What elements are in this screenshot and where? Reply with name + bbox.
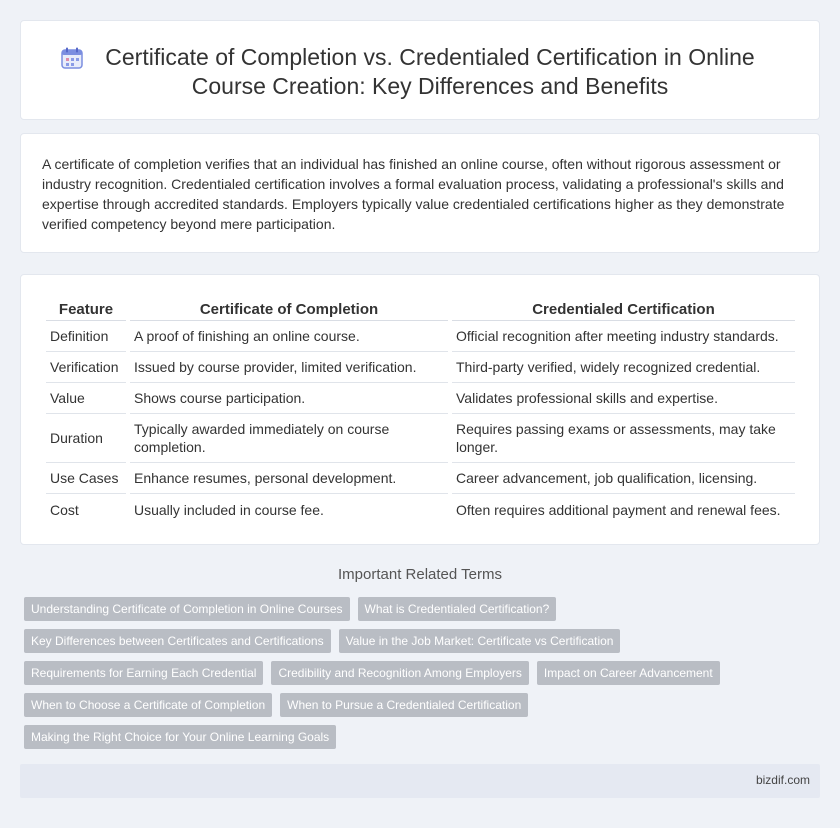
header-card	[20, 20, 820, 120]
intro-paragraph: A certificate of completion verifies that an individual has finished an online course, often without rigorous assessment or industry recognition. Credentialed certification involves a formal evaluation process, validating a professional's skills and expertise through accredited standards. Employers typically value credentialed certifications higher as they demonstrate verified competency beyond mere participation.	[42, 156, 785, 232]
intro-card	[20, 133, 820, 253]
comparison-table-card	[20, 274, 820, 545]
related-term-tag[interactable]: Key Differences between Certificates and Certifications	[24, 629, 331, 653]
table-row	[46, 383, 795, 414]
page-title: Certificate of Completion vs. Credentialed Certification in Online Course Creation: Key Differences and Benefits	[105, 44, 755, 99]
related-term-tag[interactable]: When to Choose a Certificate of Completion	[24, 693, 272, 717]
row-certificate: Issued by course provider, limited verification.	[130, 352, 448, 383]
row-certification: Career advancement, job qualification, licensing.	[452, 463, 795, 494]
related-term-tag[interactable]: When to Pursue a Credentialed Certification	[280, 693, 528, 717]
row-feature: Duration	[46, 414, 126, 463]
row-certificate: Shows course participation.	[130, 383, 448, 414]
related-terms-list	[24, 597, 824, 757]
related-term-tag[interactable]: What is Credentialed Certification?	[358, 597, 557, 621]
row-certification: Validates professional skills and expertise.	[452, 383, 795, 414]
row-certification: Often requires additional payment and renewal fees.	[456, 501, 781, 518]
related-term-tag[interactable]: Understanding Certificate of Completion in Online Courses	[24, 597, 350, 621]
table-row	[46, 321, 795, 352]
table-row	[46, 352, 795, 383]
row-feature: Definition	[46, 321, 126, 352]
header-certification: Credentialed Certification	[452, 296, 795, 321]
header-certificate: Certificate of Completion	[130, 296, 448, 321]
row-certificate: A proof of finishing an online course.	[130, 321, 448, 352]
related-term-tag[interactable]: Value in the Job Market: Certificate vs Certification	[339, 629, 621, 653]
row-certificate: Typically awarded immediately on course completion.	[130, 414, 448, 463]
header-feature: Feature	[46, 296, 126, 321]
comparison-table	[42, 296, 799, 525]
row-certification: Third-party verified, widely recognized credential.	[452, 352, 795, 383]
row-certificate: Enhance resumes, personal development.	[130, 463, 448, 494]
related-term-tag[interactable]: Impact on Career Advancement	[537, 661, 720, 685]
related-term-tag[interactable]: Requirements for Earning Each Credential	[24, 661, 263, 685]
table-row	[46, 463, 795, 494]
row-certification: Requires passing exams or assessments, may take longer.	[452, 414, 795, 463]
row-feature: Use Cases	[46, 463, 126, 494]
related-terms-title: Important Related Terms	[338, 566, 502, 583]
footer	[20, 764, 820, 798]
row-feature: Value	[46, 383, 126, 414]
row-certification: Official recognition after meeting industry standards.	[452, 321, 795, 352]
table-row	[46, 414, 795, 463]
related-term-tag[interactable]: Credibility and Recognition Among Employers	[271, 661, 528, 685]
row-feature: Cost	[50, 501, 79, 518]
site-name[interactable]: bizdif.com	[755, 773, 810, 787]
table-row	[46, 494, 795, 525]
row-certificate: Usually included in course fee.	[134, 501, 324, 518]
related-term-tag[interactable]: Making the Right Choice for Your Online Learning Goals	[24, 725, 336, 749]
row-feature: Verification	[46, 352, 126, 383]
